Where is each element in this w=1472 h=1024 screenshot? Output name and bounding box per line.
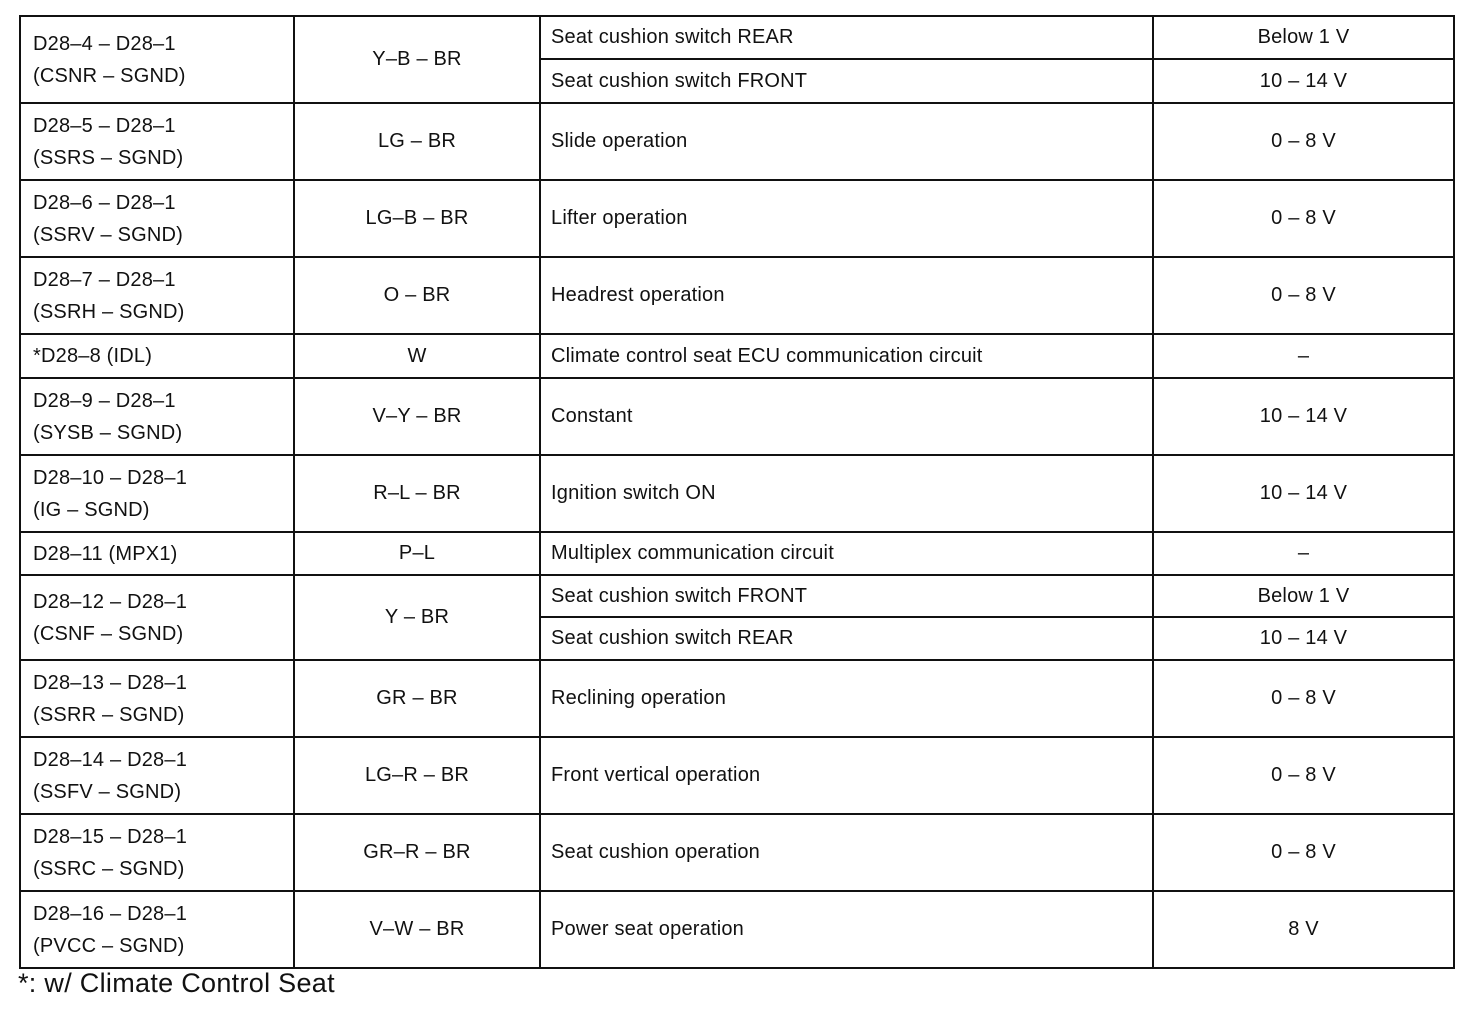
terminal-cell	[20, 891, 294, 968]
condition-cell: Seat cushion switch REAR	[540, 617, 1153, 660]
terminal-cell	[20, 532, 294, 575]
table-row	[20, 334, 1454, 378]
wiring-color-cell: V–W – BR	[294, 891, 540, 968]
terminal-cell	[20, 814, 294, 891]
terminal-number: D28–12 – D28–1	[33, 590, 188, 613]
terminal-number: D28–15 – D28–1	[33, 825, 188, 848]
footnote: *: w/ Climate Control Seat	[18, 968, 335, 998]
condition-cell: Seat cushion switch REAR	[540, 16, 1153, 59]
condition-cell: Constant	[540, 378, 1153, 455]
wiring-color-cell: Y–B – BR	[294, 16, 540, 103]
wiring-color-cell: LG – BR	[294, 103, 540, 180]
terminal-number: D28–16 – D28–1	[33, 902, 188, 925]
wiring-color-cell: LG–R – BR	[294, 737, 540, 814]
terminal-number: *D28–8 (IDL)	[33, 345, 153, 367]
terminal-symbol: (SSRV – SGND)	[33, 223, 184, 246]
condition-cell: Multiplex communication circuit	[540, 532, 1153, 575]
terminal-symbol: (PVCC – SGND)	[33, 934, 185, 957]
terminal-cell	[20, 455, 294, 532]
terminal-number: D28–5 – D28–1	[33, 114, 176, 137]
specified-condition-cell: Below 1 V	[1153, 16, 1454, 59]
condition-cell: Seat cushion switch FRONT	[540, 575, 1153, 617]
terminal-number: D28–11 (MPX1)	[33, 542, 178, 565]
terminal-cell	[20, 16, 294, 103]
terminal-cell	[20, 737, 294, 814]
specified-condition-cell: 10 – 14 V	[1153, 59, 1454, 103]
condition-cell: Slide operation	[540, 103, 1153, 180]
terminal-cell	[20, 180, 294, 257]
terminal-symbol: (CSNR – SGND)	[33, 64, 186, 87]
terminal-number: D28–10 – D28–1	[33, 466, 188, 489]
specified-condition-cell: 0 – 8 V	[1153, 103, 1454, 180]
condition-cell: Ignition switch ON	[540, 455, 1153, 532]
condition-cell: Lifter operation	[540, 180, 1153, 257]
terminal-symbol: (SSRH – SGND)	[33, 300, 185, 323]
wiring-color-cell: W	[294, 334, 540, 378]
terminal-symbol: (SSFV – SGND)	[33, 780, 182, 803]
terminal-number: D28–13 – D28–1	[33, 671, 188, 694]
terminal-number: D28–9 – D28–1	[33, 389, 176, 412]
specified-condition-cell: 0 – 8 V	[1153, 737, 1454, 814]
table-row	[20, 532, 1454, 575]
specified-condition-cell: 0 – 8 V	[1153, 180, 1454, 257]
terminal-symbol: (SSRS – SGND)	[33, 146, 184, 169]
specified-condition-cell: 0 – 8 V	[1153, 814, 1454, 891]
terminal-symbol: (SYSB – SGND)	[33, 421, 183, 444]
specified-condition-cell: 10 – 14 V	[1153, 455, 1454, 532]
terminal-cell	[20, 103, 294, 180]
wiring-color-cell: GR–R – BR	[294, 814, 540, 891]
specified-condition-cell: 10 – 14 V	[1153, 617, 1454, 660]
table-row	[20, 814, 1454, 891]
specified-condition-cell: 10 – 14 V	[1153, 378, 1454, 455]
condition-cell: Climate control seat ECU communication circuit	[540, 334, 1153, 378]
terminal-cell	[20, 378, 294, 455]
terminal-symbol: (SSRR – SGND)	[33, 703, 185, 726]
terminal-symbol: (IG – SGND)	[33, 498, 150, 521]
condition-cell: Seat cushion operation	[540, 814, 1153, 891]
specified-condition-cell: Below 1 V	[1153, 575, 1454, 617]
terminal-cell	[20, 334, 294, 378]
specified-condition-cell: –	[1153, 532, 1454, 575]
terminal-number: D28–4 – D28–1	[33, 32, 176, 55]
table-row	[20, 103, 1454, 180]
terminal-symbol: (SSRC – SGND)	[33, 857, 185, 880]
specified-condition-cell: 0 – 8 V	[1153, 660, 1454, 737]
terminal-voltage-table	[19, 15, 1455, 969]
condition-cell: Reclining operation	[540, 660, 1153, 737]
table-row	[20, 575, 1454, 617]
condition-cell: Power seat operation	[540, 891, 1153, 968]
wiring-color-cell: O – BR	[294, 257, 540, 334]
condition-cell: Front vertical operation	[540, 737, 1153, 814]
wiring-color-cell: Y – BR	[294, 575, 540, 660]
table-row	[20, 660, 1454, 737]
condition-cell: Headrest operation	[540, 257, 1153, 334]
table-row	[20, 455, 1454, 532]
table-row	[20, 378, 1454, 455]
wiring-color-cell: GR – BR	[294, 660, 540, 737]
wiring-color-cell: LG–B – BR	[294, 180, 540, 257]
terminal-cell	[20, 660, 294, 737]
terminal-cell	[20, 575, 294, 660]
specified-condition-cell: 0 – 8 V	[1153, 257, 1454, 334]
condition-cell: Seat cushion switch FRONT	[540, 59, 1153, 103]
terminal-cell	[20, 257, 294, 334]
terminal-number: D28–7 – D28–1	[33, 268, 176, 291]
wiring-color-cell: R–L – BR	[294, 455, 540, 532]
specified-condition-cell: –	[1153, 334, 1454, 378]
table-row	[20, 257, 1454, 334]
table-row	[20, 891, 1454, 968]
specified-condition-cell: 8 V	[1153, 891, 1454, 968]
terminal-symbol: (CSNF – SGND)	[33, 622, 184, 645]
table-row	[20, 737, 1454, 814]
terminal-number: D28–6 – D28–1	[33, 191, 176, 214]
terminal-number: D28–14 – D28–1	[33, 748, 188, 771]
wiring-color-cell: P–L	[294, 532, 540, 575]
table-row	[20, 180, 1454, 257]
wiring-color-cell: V–Y – BR	[294, 378, 540, 455]
table-row	[20, 16, 1454, 59]
